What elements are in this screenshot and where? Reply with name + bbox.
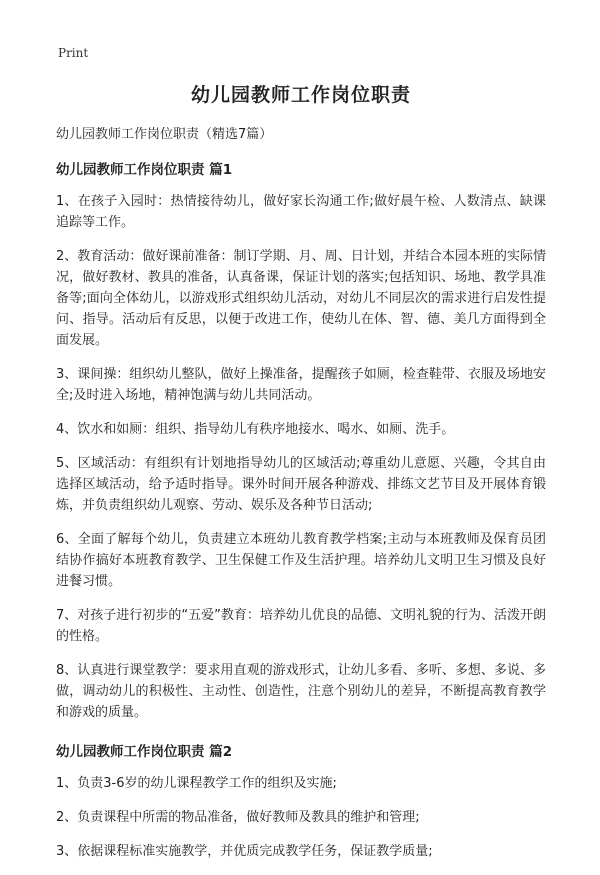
paragraph: 3、课间操：组织幼儿整队，做好上操准备，提醒孩子如厕，检查鞋带、衣服及场地安全;及时进入场地，精神饱满与幼儿共同活动。 (56, 367, 546, 403)
paragraph: 1、在孩子入园时：热情接待幼儿，做好家长沟通工作;做好晨午检、人数清点、缺课追踪等工作。 (56, 194, 546, 230)
paragraph: 4、饮水和如厕：组织、指导幼儿有秩序地接水、喝水、如厕、洗手。 (56, 422, 455, 437)
print-link[interactable]: Print (58, 46, 89, 60)
page-subtitle: 幼儿园教师工作岗位职责（精选7篇） (56, 127, 273, 142)
section-heading: 幼儿园教师工作岗位职责 篇1 (56, 162, 233, 178)
page-title: 幼儿园教师工作岗位职责 (190, 84, 411, 106)
paragraph: 3、依据课程标准实施教学，并优质完成教学任务，保证教学质量; (56, 844, 433, 859)
document-body (56, 76, 546, 875)
section-heading: 幼儿园教师工作岗位职责 篇2 (56, 744, 233, 760)
paragraph: 2、教育活动：做好课前准备：制订学期、月、周、日计划，并结合本园本班的实际情况，做好教材、教具的准备，认真备课，保证计划的落实;包括知识、场地、教学具准备等;面向全体幼儿，以游戏形式组织幼儿活动，对幼儿不同层次的需求进行启发性提问、指导。活动后有反思，以便于改进工作，使幼儿在体、智、德、美几方面得到全面发展。 (56, 249, 546, 348)
paragraph: 8、认真进行课堂教学：要求用直观的游戏形式，让幼儿多看、多听、多想、多说、多做，调动幼儿的积极性、主动性、创造性，注意个别幼儿的差异，不断提高教育教学和游戏的质量。 (56, 663, 546, 720)
paragraph: 5、区域活动：有组织有计划地指导幼儿的区域活动;尊重幼儿意愿、兴趣，令其自由选择区域活动，给予适时指导。课外时间开展各种游戏、排练文艺节目及开展体育锻炼，并负责组织幼儿观察、劳动、娱乐及各种节日活动; (56, 456, 546, 513)
paragraph: 2、负责课程中所需的物品准备，做好教师及教具的维护和管理; (56, 810, 420, 825)
paragraph: 6、全面了解每个幼儿，负责建立本班幼儿教育教学档案;主动与本班教师及保育员团结协作搞好本班教育教学、卫生保健工作及生活护理。培养幼儿文明卫生习惯及良好进餐习惯。 (56, 532, 546, 589)
paragraph: 1、负责3-6岁的幼儿课程教学工作的组织及实施; (56, 776, 337, 791)
paragraph: 7、对孩子进行初步的“五爱”教育：培养幼儿优良的品德、文明礼貌的行为、活泼开朗的性格。 (56, 608, 546, 644)
